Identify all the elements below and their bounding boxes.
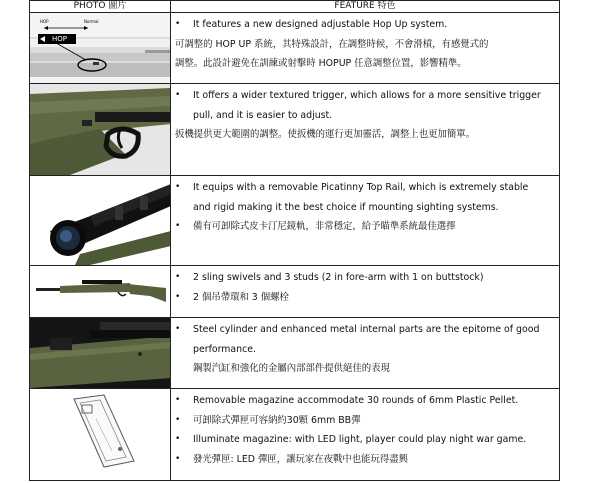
normal-label: Normal: [84, 19, 99, 24]
feature-text-zh: 發光彈匣: LED 彈匣，讓玩家在夜戰中也能玩得盡興: [193, 453, 408, 465]
feature-text-zh: 可卸除式彈匣可容納約30顆 6mm BB彈: [193, 414, 361, 426]
feature-text: Removable magazine accommodate 30 rounds of 6mm Plastic Pellet.: [193, 395, 519, 406]
feature-cell-sling: • 2 sling swivels and 3 studs (2 in fore-arm with 1 on buttstock) • 2 個吊帶環和 3 個螺栓: [171, 266, 560, 318]
hop-up-photo: [30, 13, 171, 84]
feature-text: Steel cylinder and enhanced metal internal parts are the epitome of good: [193, 324, 540, 335]
feature-text: It features a new designed adjustable Hop Up system.: [193, 19, 448, 30]
full-rifle-photo: [30, 266, 171, 318]
feature-cell-hop-up: • It features a new designed adjustable Hop Up system. 可調整的 HOP UP 系統，其特殊設計，在調整時候，不會滑槓，有感覺式的 調整。此設計避免在訓練或射擊時 HOPUP 任意調整位置，影響精準。: [171, 13, 560, 84]
hop-label: HOP: [40, 19, 49, 24]
feature-text-zh: 鋼製汽缸和強化的金屬內部部件提供絕佳的表現: [193, 363, 390, 374]
trigger-photo: [30, 84, 171, 176]
hop-arrow-label: HOP: [52, 35, 67, 43]
feature-text-zh: 扳機提供更大範圍的調整。使扳機的運行更加靈活，調整上也更加簡單。: [175, 129, 476, 140]
feature-text-zh: 可調整的 HOP UP 系統，其特殊設計，在調整時候，不會滑槓，有感覺式的: [175, 38, 489, 50]
feature-column-header: FEATURE 特色: [171, 1, 560, 13]
feature-cell-magazine: • Removable magazine accommodate 30 rounds of 6mm Plastic Pellet. • 可卸除式彈匣可容納約30顆 6mm BB彈 • Illuminate magazine: with LED light, player could play night war game. • 發光彈匣: LED 彈匣，讓玩家在夜戰中也能玩得盡興: [171, 389, 560, 481]
feature-text-zh: 調整。此設計避免在訓練或射擊時 HOPUP 任意調整位置，影響精準。: [175, 58, 467, 69]
feature-text: pull, and it is easier to adjust.: [193, 109, 333, 121]
feature-cell-top-rail: • It equips with a removable Picatinny Top Rail, which is extremely stable and rigid making it the best choice if mounting sighting systems. • 備有可卸除式皮卡汀尼鏡軌，非常穩定，給予瞄準系統最佳選擇: [171, 176, 560, 266]
feature-text: It equips with a removable Picatinny Top Rail, which is extremely stable: [193, 182, 529, 193]
magazine-photo: [30, 389, 171, 481]
feature-table: [29, 0, 560, 481]
feature-cell-cylinder: • Steel cylinder and enhanced metal internal parts are the epitome of good performance. 鋼製汽缸和強化的金屬內部部件提供絕佳的表現: [171, 318, 560, 389]
steel-cylinder-photo: [30, 318, 171, 389]
feature-text: and rigid making it the best choice if mounting sighting systems.: [193, 201, 499, 213]
feature-cell-trigger: • It offers a wider textured trigger, which allows for a more sensitive trigger pull, and it is easier to adjust. 扳機提供更大範圍的調整。使扳機的運行更加靈活，調整上也更加簡單。: [171, 84, 560, 176]
feature-text: Illuminate magazine: with LED light, player could play night war game.: [193, 434, 527, 445]
feature-text: It offers a wider textured trigger, which allows for a more sensitive trigger: [193, 90, 541, 101]
feature-text-zh: 備有可卸除式皮卡汀尼鏡軌，非常穩定，給予瞄準系統最佳選擇: [193, 221, 456, 232]
feature-text: 2 sling swivels and 3 studs (2 in fore-arm with 1 on buttstock): [193, 272, 484, 283]
photo-column-header: PHOTO 圖片: [30, 1, 171, 13]
feature-text-zh: 2 個吊帶環和 3 個螺栓: [193, 291, 289, 303]
scope-rail-photo: [30, 176, 171, 266]
feature-text: performance.: [193, 343, 257, 355]
